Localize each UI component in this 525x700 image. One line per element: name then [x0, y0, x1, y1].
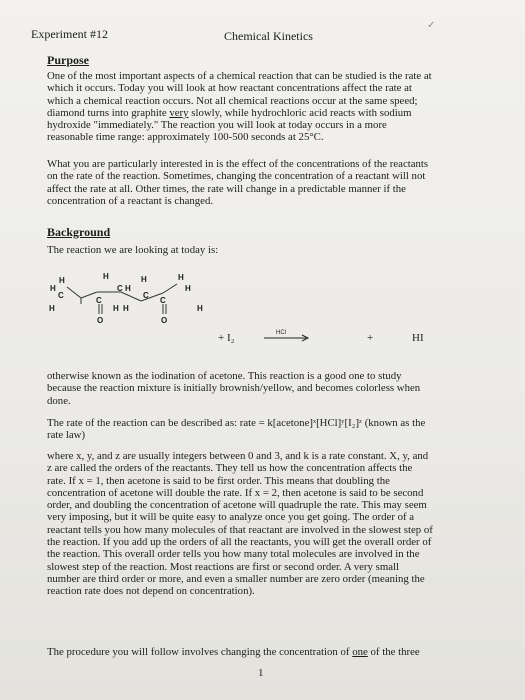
text-line: The procedure you will follow involves changing the concentration of one of the three	[47, 646, 420, 658]
atom-label: C	[117, 284, 123, 293]
atom-label: H	[178, 273, 184, 282]
procedure-paragraph	[47, 646, 490, 658]
atom-label: H	[59, 276, 65, 285]
text-line: otherwise known as the iodination of acetone. This reaction is a good one to study	[47, 370, 402, 382]
plus-sign: +	[367, 332, 374, 344]
atom-label: O	[97, 316, 104, 325]
iodine-reactant: + I₂	[218, 332, 235, 344]
text-line: z are called the orders of the reactants. They tell us how the concentration affects the	[47, 462, 413, 475]
text-line: the reaction. If you add up the orders of all the reactants, you will get the overall order of	[47, 536, 432, 549]
text-line: very imposing, but it will be quite easy to analyze once you get going. The order of a	[47, 511, 415, 524]
text-line: order, and doubling the concentration of acetone will quadruple the rate. This may seem	[47, 499, 427, 512]
atom-label: O	[161, 316, 168, 325]
atom-label: H	[49, 304, 55, 313]
text-line: number are third order or more, and even a smaller number are zero order (meaning the	[47, 572, 425, 585]
page-number: 1	[258, 667, 264, 679]
rate-law-paragraph	[47, 417, 490, 442]
text-line: diamond turns into graphite very slowly, while hydrochloric acid reacts with sodium	[47, 106, 412, 119]
background-paragraph-1	[47, 370, 490, 407]
text-line: affect the rate at all. Other times, the rate will change in a predictable manner if the	[47, 182, 406, 195]
atom-label: H	[123, 304, 129, 313]
purpose-heading: Purpose	[47, 53, 89, 67]
atom-label: H	[50, 284, 56, 293]
reaction-intro: The reaction we are looking at today is:	[47, 244, 219, 256]
text-line: slowest step of the reaction. Most reactions are first or second order. A very small	[47, 560, 400, 573]
background-heading: Background	[47, 225, 111, 239]
text-line: reasonable time range: approximately 100-500 seconds at 25°C.	[47, 131, 324, 144]
emphasis-one: one	[352, 646, 368, 658]
catalyst-label: HCl	[276, 330, 286, 336]
purpose-paragraph-2	[47, 158, 490, 207]
text-line: concentration of acetone will double the rate. If x = 2, then acetone is said to be second	[47, 486, 424, 499]
atom-label: H	[185, 284, 191, 293]
product-hi: HI	[412, 332, 424, 344]
atom-label: C	[160, 296, 166, 305]
text-line: where x, y, and z are usually integers between 0 and 3, and k is a rate constant. X, y, and	[47, 450, 429, 462]
atom-label: H	[113, 304, 119, 313]
text-line: The rate of the reaction can be described as: rate = k[acetone]ˣ[HCl]ʸ[I₂]ᶻ (known as the	[47, 417, 426, 429]
atom-label: C	[143, 291, 149, 300]
reaction-arrow-icon	[262, 328, 310, 344]
text-line: What you are particularly interested in is the effect of the concentrations of the reactants	[47, 158, 429, 170]
atom-label: H	[197, 304, 203, 313]
check-mark: ✓	[427, 20, 436, 31]
text-line: the reaction. This overall order tells you how many total molecules are involved in the	[47, 548, 420, 561]
text-line: reactant tells you how many molecules of that reactant are involved in the slowest step of	[47, 523, 433, 536]
atom-label: H	[141, 275, 147, 284]
text-line: hydroxide "immediately." The reaction you will look at today occurs in a more	[47, 119, 387, 132]
text-line: concentration of a reactant is changed.	[47, 194, 214, 207]
document-title: Chemical Kinetics	[224, 29, 313, 43]
text-line: which a chemical reaction occurs. Not all chemical reactions occur at the same speed;	[47, 94, 418, 107]
atom-label: C	[58, 291, 64, 300]
text-line: One of the most important aspects of a chemical reaction that can be studied is the rate at	[47, 70, 432, 82]
text-line: on the rate of the reaction. Sometimes, changing the concentration of a reactant will not	[47, 170, 426, 183]
text-line: which it occurs. Today you will look at how reactant concentrations affect the rate at	[47, 82, 412, 95]
atom-label: H	[125, 284, 131, 293]
text-line: rate law)	[47, 429, 86, 442]
acetone-structure	[45, 270, 225, 330]
purpose-paragraph-1	[47, 70, 490, 144]
emphasis-very: very	[169, 106, 189, 119]
text-line: done.	[47, 394, 71, 407]
experiment-number: Experiment #12	[31, 27, 108, 41]
background-paragraph-3	[47, 450, 490, 598]
text-line: because the reaction mixture is initially brownish/yellow, and becomes colorless when	[47, 382, 421, 395]
text-line: reaction rate does not depend on concentration).	[47, 585, 255, 598]
atom-label: C	[96, 296, 102, 305]
atom-label: H	[103, 272, 109, 281]
text-line: rate. If x = 1, then acetone is said to be first order. This means that doubling the	[47, 474, 390, 487]
